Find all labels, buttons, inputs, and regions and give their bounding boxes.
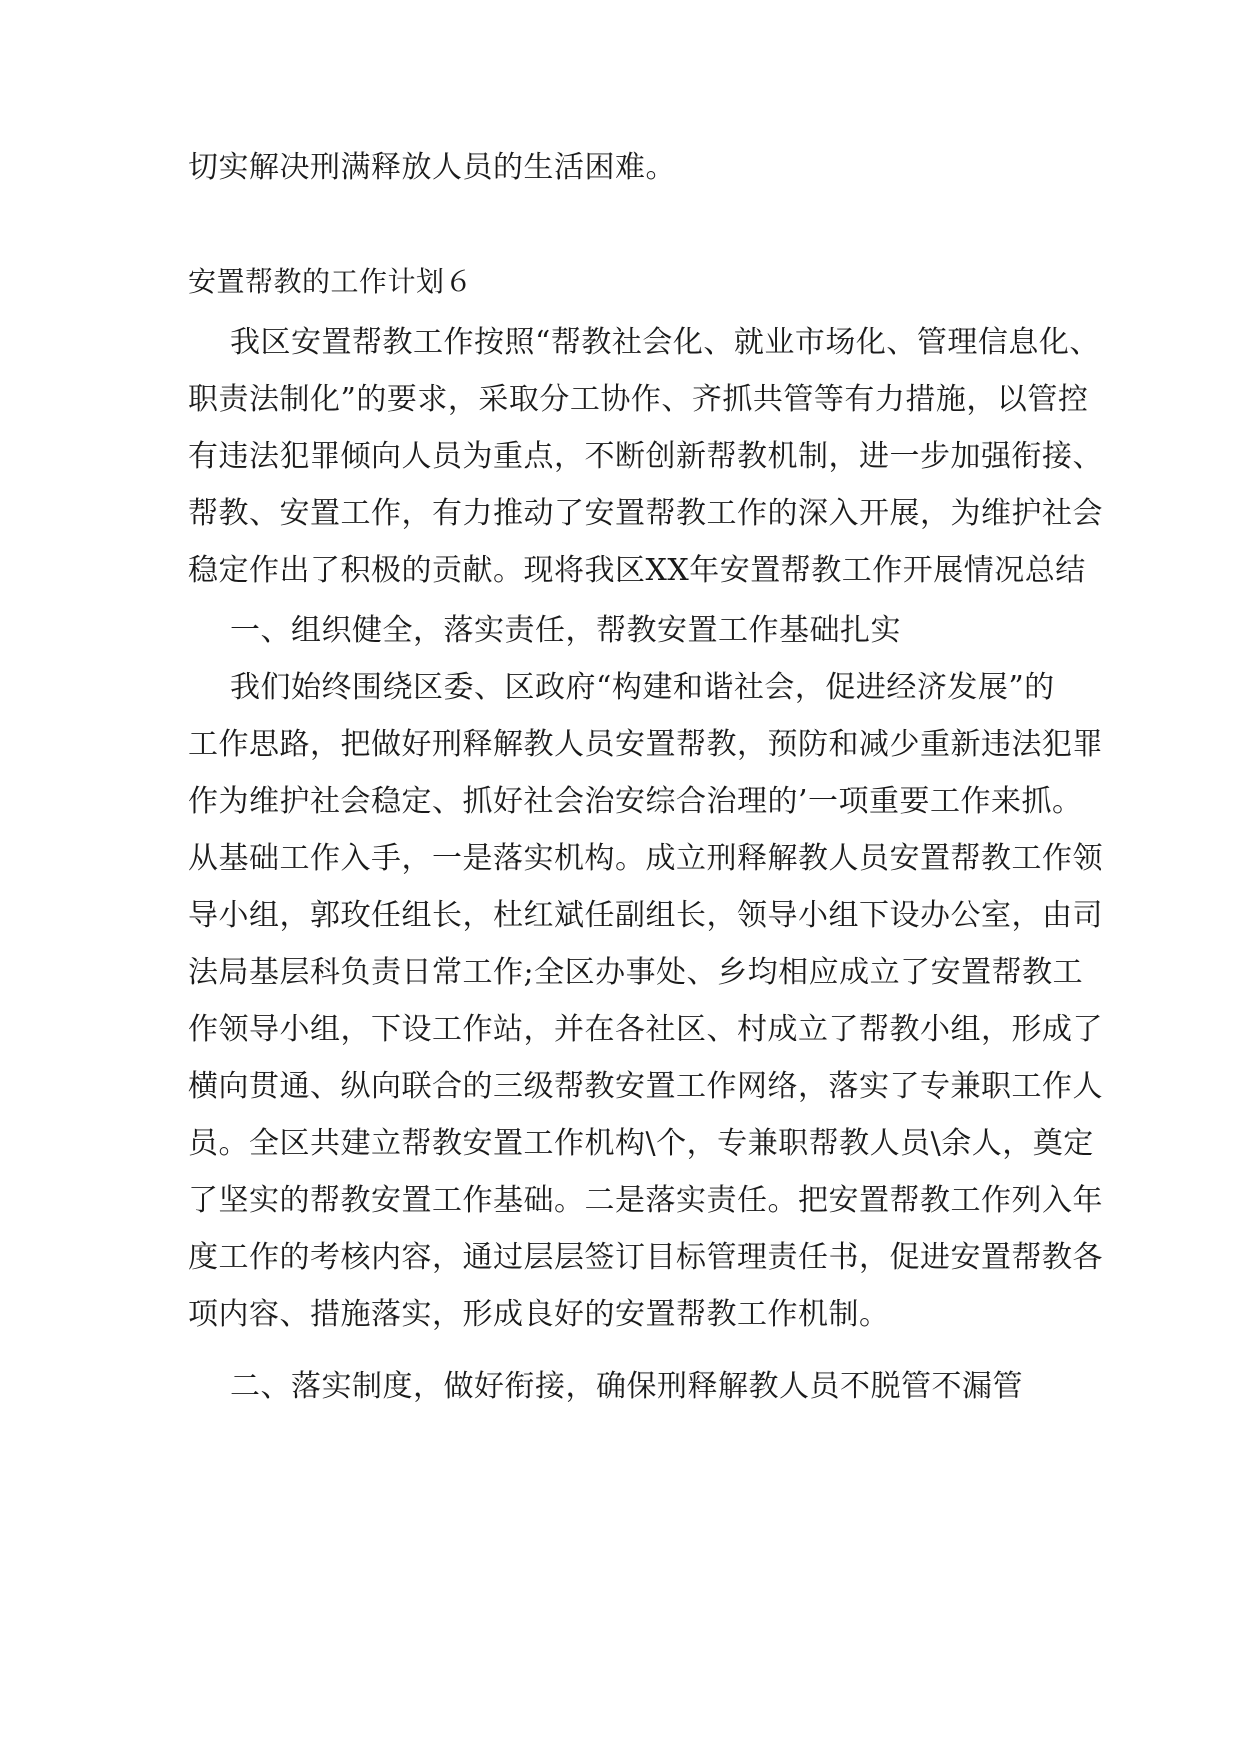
text-line: 稳定作出了积极的贡献。现将我区XX年安置帮教工作开展情况总结 <box>188 553 1086 588</box>
text-line: 了坚实的帮教安置工作基础。二是落实责任。把安置帮教工作列入年 <box>188 1183 1103 1218</box>
paragraph-tail: 切实解决刑满释放人员的生活困难。 <box>188 150 676 185</box>
text-line: 帮教、安置工作，有力推动了安置帮教工作的深入开展，为维护社会 <box>188 496 1103 531</box>
text-line: 作领导小组，下设工作站，并在各社区、村成立了帮教小组，形成了 <box>188 1012 1103 1047</box>
text-line: 职责法制化”的要求，采取分工协作、齐抓共管等有力措施，以管控 <box>188 382 1089 417</box>
text-line: 我们始终围绕区委、区政府“构建和谐社会，促进经济发展”的 <box>230 670 1055 705</box>
text-line: 员。全区共建立帮教安置工作机构\个，专兼职帮教人员\余人，奠定 <box>188 1126 1094 1161</box>
text-line: 项内容、措施落实，形成良好的安置帮教工作机制。 <box>188 1297 890 1332</box>
text-line: 法局基层科负责日常工作;全区办事处、乡均相应成立了安置帮教工 <box>188 955 1084 990</box>
text-line: 导小组，郭玫任组长，杜红斌任副组长，领导小组下设办公室，由司 <box>188 898 1103 933</box>
text-line: 从基础工作入手，一是落实机构。成立刑释解教人员安置帮教工作领 <box>188 841 1103 876</box>
text-line: 工作思路，把做好刑释解教人员安置帮教，预防和减少重新违法犯罪 <box>188 727 1103 762</box>
subheading-1: 一、组织健全，落实责任，帮教安置工作基础扎实 <box>230 613 901 648</box>
text-line: 横向贯通、纵向联合的三级帮教安置工作网络，落实了专兼职工作人 <box>188 1069 1103 1104</box>
section-title: 安置帮教的工作计划６ <box>188 265 474 298</box>
subheading-2: 二、落实制度，做好衔接，确保刑释解教人员不脱管不漏管 <box>230 1369 1023 1404</box>
text-line: 有违法犯罪倾向人员为重点，不断创新帮教机制，进一步加强衔接、 <box>188 439 1103 474</box>
text-line: 度工作的考核内容，通过层层签订目标管理责任书，促进安置帮教各 <box>188 1240 1103 1275</box>
text-line: 作为维护社会稳定、抓好社会治安综合治理的’一项重要工作来抓。 <box>188 784 1083 819</box>
text-line: 我区安置帮教工作按照“帮教社会化、就业市场化、管理信息化、 <box>230 325 1100 360</box>
